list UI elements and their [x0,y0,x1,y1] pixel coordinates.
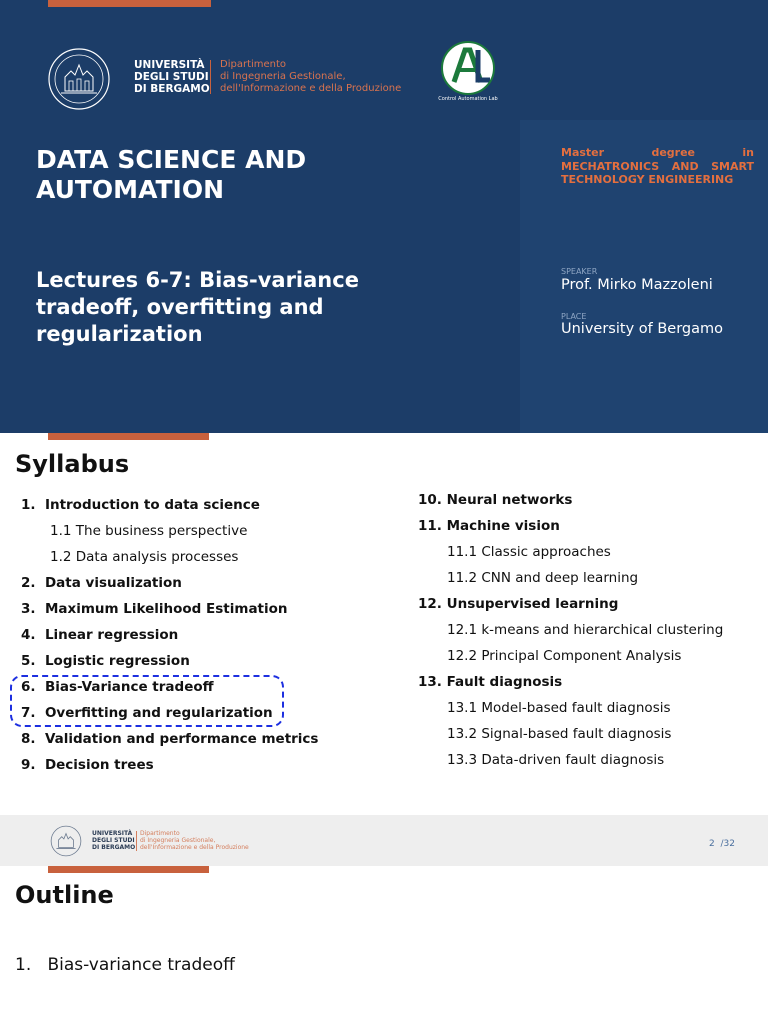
syllabus-item: 13. Fault diagnosis [418,674,563,690]
university-seal-icon [47,824,85,858]
syllabus-item: 8. Validation and performance metrics [21,731,319,747]
course-title: DATA SCIENCE AND AUTOMATION [36,145,307,204]
speaker-name: Prof. Mirko Mazzoleni [561,277,713,293]
syllabus-subitem: 13.2 Signal-based fault diagnosis [447,726,672,742]
syllabus-subitem: 12.1 k-means and hierarchical clustering [447,622,724,638]
syllabus-item: 12. Unsupervised learning [418,596,619,612]
footer-divider [136,831,137,851]
slide-footer [0,815,768,866]
syllabus-subitem: 13.1 Model-based fault diagnosis [447,700,671,716]
department-name: Dipartimento di Ingegneria Gestionale, dell'Informazione e della Produzione [220,59,402,94]
syllabus-subitem: 1.1 The business perspective [50,523,248,539]
university-name: UNIVERSITÀ DEGLI STUDI DI BERGAMO [134,59,210,95]
title-slide [0,0,768,433]
accent-bar [48,866,209,873]
degree-label: Master degree in MECHATRONICS AND SMART TECHNOLOGY ENGINEERING [561,146,754,186]
page-number: 2 /32 [709,839,735,849]
syllabus-subitem: 11.1 Classic approaches [447,544,611,560]
lab-caption: Control Automation Lab [438,96,498,102]
logo-divider [210,60,211,94]
footer-department-name: Dipartimento di Ingegneria Gestionale, dell'Informazione e della Produzione [140,830,249,851]
syllabus-subitem: 11.2 CNN and deep learning [447,570,639,586]
lecture-title: Lectures 6-7: Bias-variance tradeoff, overfitting and regularization [36,268,359,346]
syllabus-item: 10. Neural networks [418,492,573,508]
syllabus-item: 3. Maximum Likelihood Estimation [21,601,288,617]
place-label: PLACE [561,312,587,321]
current-lecture-highlight [10,675,284,727]
university-seal-icon [47,47,111,111]
outline-item: 1. Bias-variance tradeoff [15,955,235,975]
outline-slide [0,866,768,1024]
syllabus-item-highlighted: 6. Bias-Variance tradeoff [21,679,214,695]
page-title: Syllabus [15,450,130,478]
syllabus-item: 1. Introduction to data science [21,497,260,513]
place-name: University of Bergamo [561,321,723,337]
accent-bar [48,0,211,7]
accent-bar [48,433,209,440]
footer-university-name: UNIVERSITÀ DEGLI STUDI DI BERGAMO [92,830,136,851]
syllabus-item-highlighted: 7. Overfitting and regularization [21,705,273,721]
syllabus-subitem: 13.3 Data-driven fault diagnosis [447,752,665,768]
page-title: Outline [15,881,114,909]
syllabus-subitem: 12.2 Principal Component Analysis [447,648,682,664]
syllabus-item: 11. Machine vision [418,518,560,534]
syllabus-subitem: 1.2 Data analysis processes [50,549,239,565]
speaker-label: SPEAKER [561,267,598,276]
syllabus-slide [0,433,768,815]
syllabus-item: 2. Data visualization [21,575,182,591]
syllabus-item: 9. Decision trees [21,757,154,773]
syllabus-item: 5. Logistic regression [21,653,190,669]
syllabus-item: 4. Linear regression [21,627,179,643]
